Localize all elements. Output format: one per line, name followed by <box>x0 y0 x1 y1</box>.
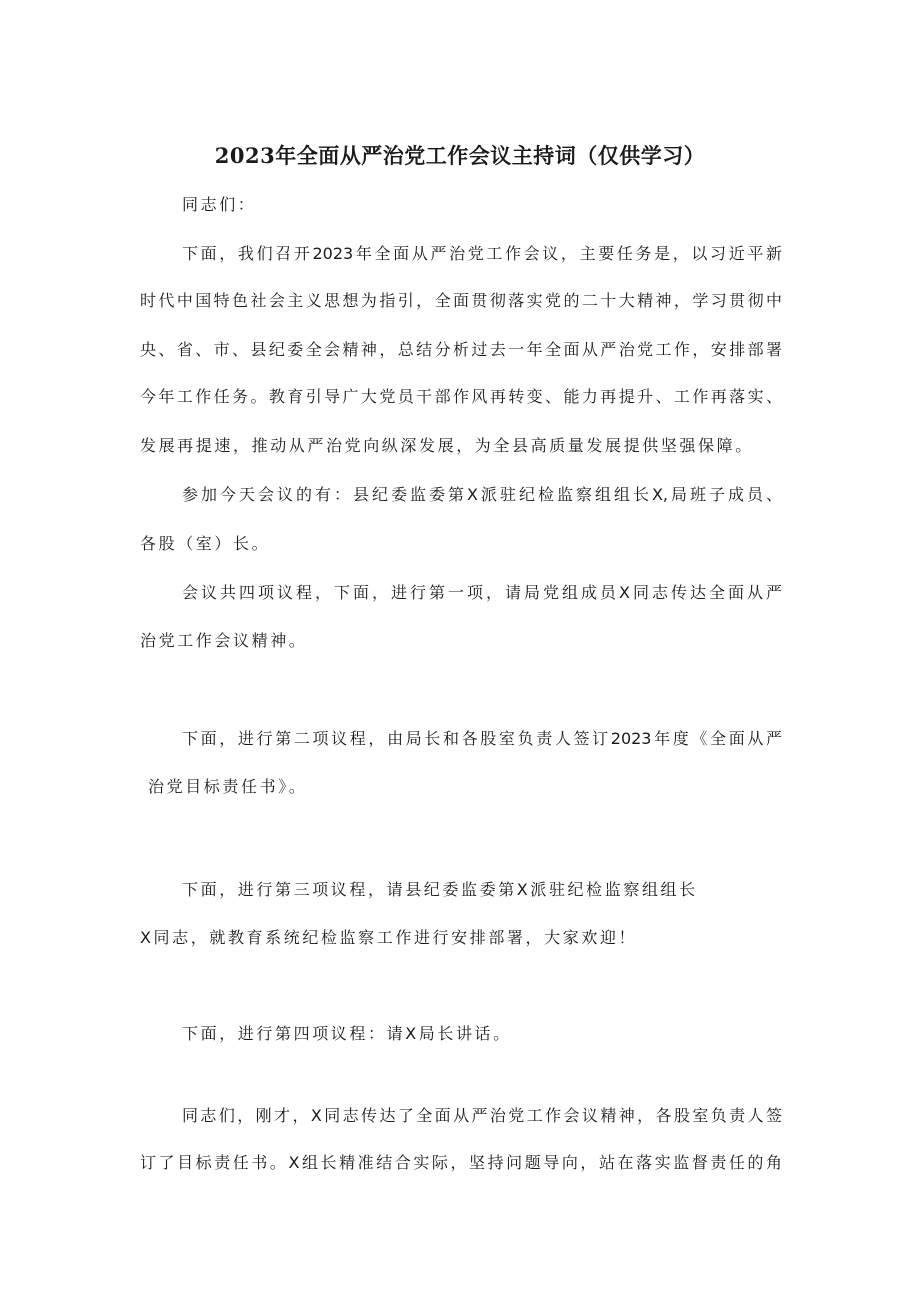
paragraph-7-line: 同志们，刚才，X同志传达了全面从严治党工作会议精神，各股室负责人签 <box>182 1106 782 1125</box>
paragraph-3-line: 会议共四项议程，下面，进行第一项，请局党组成员X同志传达全面从严 <box>182 583 782 602</box>
paragraph-2-line: 各股（室）长。 <box>140 534 271 553</box>
paragraph-4-line: 治党目标责任书》。 <box>148 777 308 796</box>
paragraph-1-line: 下面，我们召开2023年全面从严治党工作会议，主要任务是，以习近平新 <box>182 244 782 263</box>
paragraph-1-line: 发展再提速，推动从严治党向纵深发展，为全县高质量发展提供坚强保障。 <box>140 436 754 455</box>
paragraph-1-line: 今年工作任务。教育引导广大党员干部作风再转变、能力再提升、工作再落实、 <box>140 387 782 406</box>
paragraph-6-line: 下面，进行第四项议程：请X局长讲话。 <box>182 1024 512 1043</box>
paragraph-5-line: X同志，就教育系统纪检监察工作进行安排部署，大家欢迎！ <box>140 928 638 947</box>
document-title: 2023年全面从严治党工作会议主持词（仅供学习） <box>214 143 706 168</box>
greeting: 同志们： <box>182 195 257 214</box>
paragraph-1-line: 时代中国特色社会主义思想为指引，全面贯彻落实党的二十大精神，学习贯彻中 <box>140 291 782 310</box>
paragraph-1-line: 央、省、市、县纪委全会精神，总结分析过去一年全面从严治党工作，安排部署 <box>140 340 782 359</box>
paragraph-3-line: 治党工作会议精神。 <box>140 631 308 650</box>
paragraph-7-line: 订了目标责任书。X组长精准结合实际，坚持问题导向，站在落实监督责任的角 <box>140 1153 782 1172</box>
paragraph-2-line: 参加今天会议的有：县纪委监委第X派驻纪检监察组组长X,局班子成员、 <box>182 485 782 504</box>
paragraph-4-line: 下面，进行第二项议程，由局长和各股室负责人签订2023年度《全面从严 <box>182 729 782 748</box>
paragraph-5-line: 下面，进行第三项议程，请县纪委监委第X派驻纪检监察组组长 <box>182 880 698 899</box>
